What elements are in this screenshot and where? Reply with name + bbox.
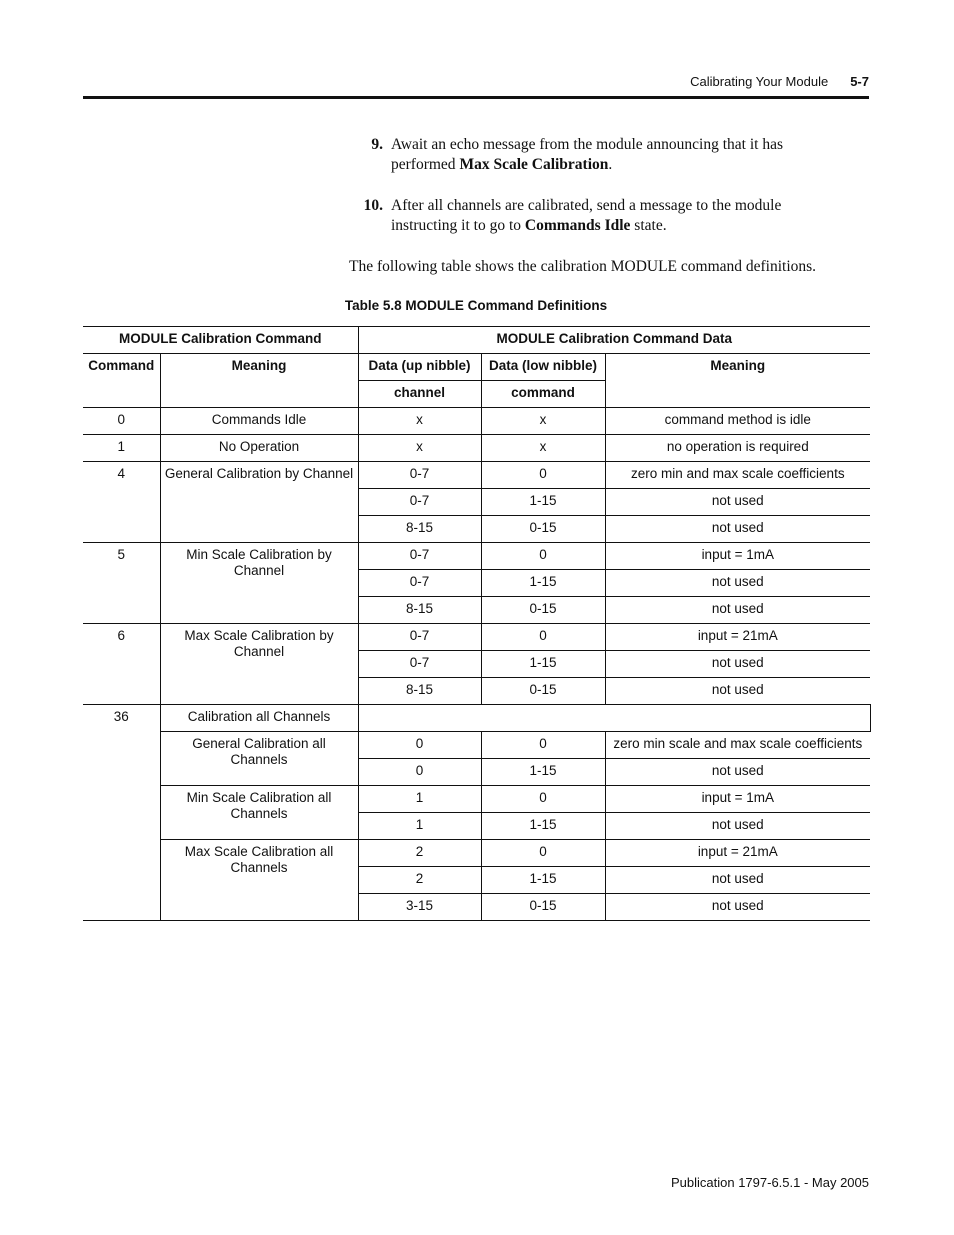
cell-meaning: Max Scale Calibration all Channels [160,840,358,921]
cell-meaning: No Operation [160,435,358,462]
table-group-header-row [83,327,870,354]
table-caption: Table 5.8 MODULE Command Definitions [344,298,608,313]
cell-data-meaning: not used [605,894,870,921]
cell-low: 1-15 [481,489,605,516]
cell-up: x [358,408,481,435]
table-row [83,840,870,867]
cell-low: 0 [481,786,605,813]
cell-empty [358,705,870,732]
cell-command: 0 [83,408,160,435]
section-title: Calibrating Your Module [690,74,829,89]
cell-meaning: General Calibration by Channel [160,462,358,543]
cell-data-meaning: not used [605,813,870,840]
cell-data-meaning: input = 21mA [605,840,870,867]
cell-low: 0 [481,840,605,867]
cell-low: 0 [481,462,605,489]
cell-low: 0-15 [481,516,605,543]
cell-command: 4 [83,462,160,543]
table-row [83,435,870,462]
step-number: 9. [371,136,383,153]
cell-up: 8-15 [358,678,481,705]
cell-low: x [481,408,605,435]
cell-up: 2 [358,867,481,894]
cell-up: 3-15 [358,894,481,921]
cell-low: 0 [481,732,605,759]
step-text: After all channels are calibrated, send a message to the module instructing it to go to [391,197,782,234]
cell-up: 2 [358,840,481,867]
cell-up: 1 [358,786,481,813]
cell-up: 0 [358,759,481,786]
cell-up: 8-15 [358,516,481,543]
cell-low: 1-15 [481,867,605,894]
group-header-command: MODULE Calibration Command [83,327,358,354]
header-data-low: Data (low nibble) [481,354,605,381]
cell-up: 1 [358,813,481,840]
cell-up: 8-15 [358,597,481,624]
cell-low: x [481,435,605,462]
cell-data-meaning: not used [605,759,870,786]
cell-data-meaning: zero min and max scale coefficients [605,462,870,489]
step-bold: Max Scale Calibration [459,156,609,173]
cell-up: 0 [358,732,481,759]
cell-data-meaning: zero min scale and max scale coefficients [605,732,870,759]
cell-up: 0-7 [358,462,481,489]
step-text: Await an echo message from the module announcing that it has performed [391,136,783,173]
header-cmd: command [481,381,605,408]
header-data-up: Data (up nibble) [358,354,481,381]
header-command: Command [83,354,160,408]
cell-low: 0-15 [481,894,605,921]
page-number: 5-7 [850,74,869,89]
cell-low: 0 [481,543,605,570]
step-bold: Commands Idle [524,217,631,234]
cell-meaning: Min Scale Calibration by Channel [160,543,358,624]
cell-data-meaning: command method is idle [605,408,870,435]
header-meaning: Meaning [160,354,358,408]
cell-command: 6 [83,624,160,705]
cell-data-meaning: not used [605,597,870,624]
cell-up: 0-7 [358,543,481,570]
table-row [83,543,870,570]
cell-data-meaning: not used [605,678,870,705]
cell-up: 0-7 [358,489,481,516]
step-10 [363,196,851,236]
cell-meaning: Min Scale Calibration all Channels [160,786,358,840]
publication-footer: Publication 1797-6.5.1 - May 2005 [670,1175,869,1190]
running-header [690,74,869,89]
cell-data-meaning: no operation is required [605,435,870,462]
cell-low: 1-15 [481,813,605,840]
cell-data-meaning: not used [605,867,870,894]
cell-data-meaning: not used [605,489,870,516]
header-data-meaning: Meaning [605,354,870,408]
cell-meaning: General Calibration all Channels [160,732,358,786]
cell-command: 5 [83,543,160,624]
table-row [83,786,870,813]
cell-meaning: Commands Idle [160,408,358,435]
group-header-data: MODULE Calibration Command Data [358,327,870,354]
table-row [83,462,870,489]
cell-data-meaning: not used [605,516,870,543]
cell-low: 1-15 [481,759,605,786]
step-text-end: state. [630,217,667,234]
header-rule [83,96,869,99]
cell-command: 36 [83,705,160,921]
cell-low: 0-15 [481,597,605,624]
cell-low: 1-15 [481,570,605,597]
table-row [83,705,870,732]
cell-low: 1-15 [481,651,605,678]
cell-up: 0-7 [358,624,481,651]
cell-data-meaning: not used [605,651,870,678]
step-9 [371,135,851,175]
cell-low: 0 [481,624,605,651]
cell-meaning: Max Scale Calibration by Channel [160,624,358,705]
table-row [83,732,870,759]
step-text-end: . [608,156,613,173]
cell-up: 0-7 [358,651,481,678]
cell-up: x [358,435,481,462]
header-channel: channel [358,381,481,408]
cell-data-meaning: input = 1mA [605,786,870,813]
command-table [83,326,871,921]
cell-up: 0-7 [358,570,481,597]
table-row [83,408,870,435]
cell-data-meaning: input = 21mA [605,624,870,651]
step-number: 10. [363,197,383,214]
cell-command: 1 [83,435,160,462]
table-header-row [83,354,870,381]
cell-meaning: Calibration all Channels [160,705,358,732]
cell-low: 0-15 [481,678,605,705]
cell-data-meaning: input = 1mA [605,543,870,570]
table-row [83,624,870,651]
intro-paragraph: The following table shows the calibration MODULE command definitions. [349,258,817,275]
cell-data-meaning: not used [605,570,870,597]
